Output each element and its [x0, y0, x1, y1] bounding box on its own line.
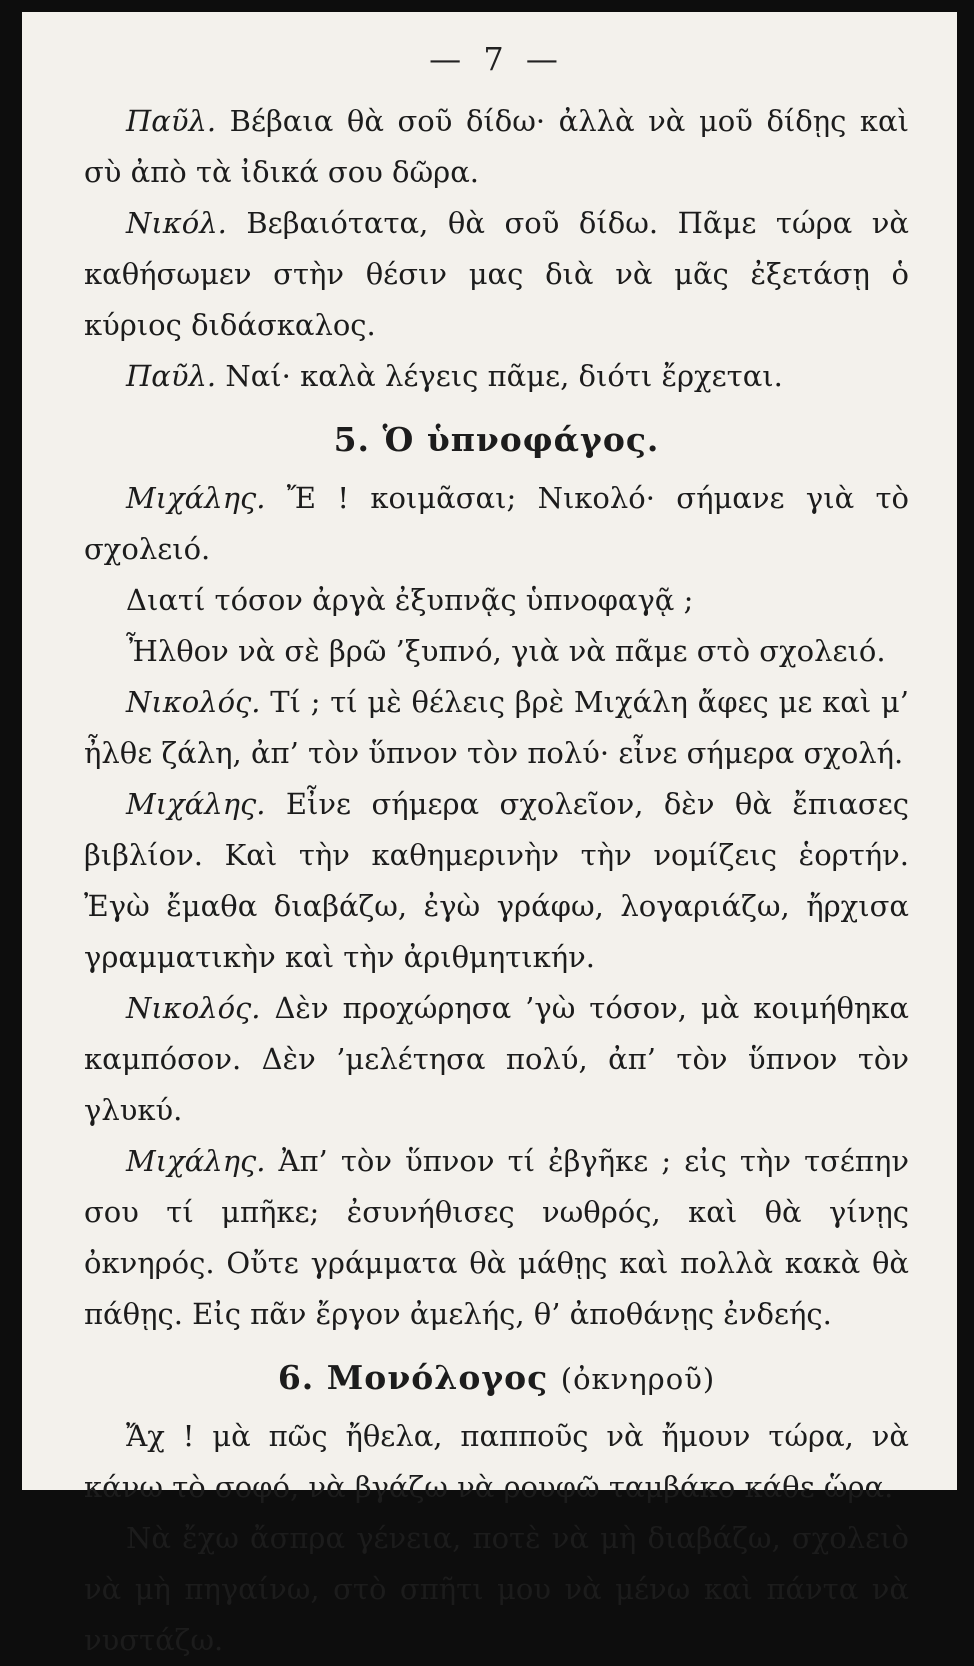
speaker-name: Νικολός.	[126, 685, 261, 719]
dialogue-text: Δὲν προχώρησα ’γὼ τόσον, μὰ κοιμήθηκα καμπόσον. Δὲν ’μελέτησα πολύ, ἀπ’ τὸν ὕπνον τὸν γλυκύ.	[84, 991, 909, 1127]
dialogue-line	[84, 351, 909, 402]
dialogue-text: Βεβαιότατα, θὰ σοῦ δίδω. Πᾶμε τώρα νὰ καθήσωμεν στὴν θέσιν μας διὰ νὰ μᾶς ἐξετάσῃ ὁ κύριος διδάσκαλος.	[84, 206, 909, 342]
monologue-block	[84, 1411, 909, 1666]
speaker-name: Μιχάλης.	[126, 787, 266, 821]
dialogue-text: Ἦλθον νὰ σὲ βρῶ ’ξυπνό, γιὰ νὰ πᾶμε στὸ σχολειό.	[126, 634, 886, 668]
dialogue-text: Διατί τόσον ἀργὰ ἐξυπνᾷς ὑπνοφαγᾷ ;	[126, 583, 694, 617]
book-page	[22, 12, 957, 1657]
speaker-name: Νικόλ.	[126, 206, 227, 240]
dialogue-text: Ναί· καλὰ λέγεις πᾶμε, διότι ἔρχεται.	[216, 359, 783, 393]
dialogue-line	[84, 677, 909, 779]
speaker-name: Μιχάλης.	[126, 1144, 266, 1178]
monologue-text: Νὰ ἔχω ἄσπρα γένεια, ποτὲ νὰ μὴ διαβάζω, σχολειὸ νὰ μὴ πηγαίνω, στὸ σπῆτι μου νὰ μένω καὶ πάντα νὰ νυστάζω.	[84, 1521, 909, 1657]
section-title-6	[84, 1358, 909, 1397]
section-title-text: 6. Μονόλογος	[277, 1358, 549, 1397]
speaker-name: Παῦλ.	[126, 104, 217, 138]
dialogue-line	[84, 96, 909, 198]
dialogue-text: Εἶνε σήμερα σχολεῖον, δὲν θὰ ἔπιασες βιβλίον. Καὶ τὴν καθημερινὴν τὴν νομίζεις ἑορτήν. Ἐγὼ ἔμαθα διαβάζω, ἐγὼ γράφω, λογαριάζω, ἤρχισα γραμματικὴν καὶ τὴν ἀριθμητικήν.	[84, 787, 909, 974]
dialogue-block-1	[84, 96, 909, 402]
dialogue-text: Βέβαια θὰ σοῦ δίδω· ἀλλὰ νὰ μοῦ δίδῃς καὶ σὺ ἀπὸ τὰ ἰδικά σου δῶρα.	[84, 104, 909, 189]
dialogue-line	[84, 473, 909, 575]
dialogue-line	[84, 575, 909, 626]
dialogue-line	[84, 779, 909, 983]
dialogue-text: Ἔ ! κοιμᾶσαι; Νικολό· σήμανε γιὰ τὸ σχολειό.	[84, 481, 909, 566]
dialogue-block-2	[84, 473, 909, 1340]
dialogue-line	[84, 983, 909, 1136]
dialogue-text: Ἀπ’ τὸν ὕπνον τί ἐβγῆκε ; εἰς τὴν τσέπην σου τί μπῆκε; ἐσυνήθισες νωθρός, καὶ θὰ γίνῃς ὀκνηρός. Οὔτε γράμματα θὰ μάθῃς καὶ πολλὰ κακὰ θὰ πάθῃς. Εἰς πᾶν ἔργον ἀμελής, θ’ ἀποθάνῃς ἐνδεής.	[84, 1144, 909, 1331]
speaker-name: Παῦλ.	[126, 359, 217, 393]
dialogue-text: Τί ; τί μὲ θέλεις βρὲ Μιχάλη ἄφες με καὶ μ’ ἦλθε ζάλη, ἀπ’ τὸν ὕπνον τὸν πολύ· εἶνε σήμερα σχολή.	[84, 685, 909, 770]
dialogue-line	[84, 626, 909, 677]
monologue-text: Ἄχ ! μὰ πῶς ἤθελα, παπποῦς νὰ ἤμουν τώρα, νὰ κάνω τὸ σοφό, νὰ βγάζω νὰ ρουφῶ ταμβάκο κάθε ὥρα.	[84, 1419, 909, 1504]
monologue-line	[84, 1513, 909, 1666]
speaker-name: Νικολός.	[126, 991, 261, 1025]
monologue-line	[84, 1411, 909, 1513]
section-subtitle: (ὀκνηροῦ)	[560, 1362, 716, 1396]
dialogue-line	[84, 1136, 909, 1340]
section-title-5: 5. Ὁ ὑπνοφάγος.	[333, 420, 660, 459]
dialogue-line	[84, 198, 909, 351]
speaker-name: Μιχάλης.	[126, 481, 266, 515]
page-number: — 7 —	[429, 40, 564, 78]
